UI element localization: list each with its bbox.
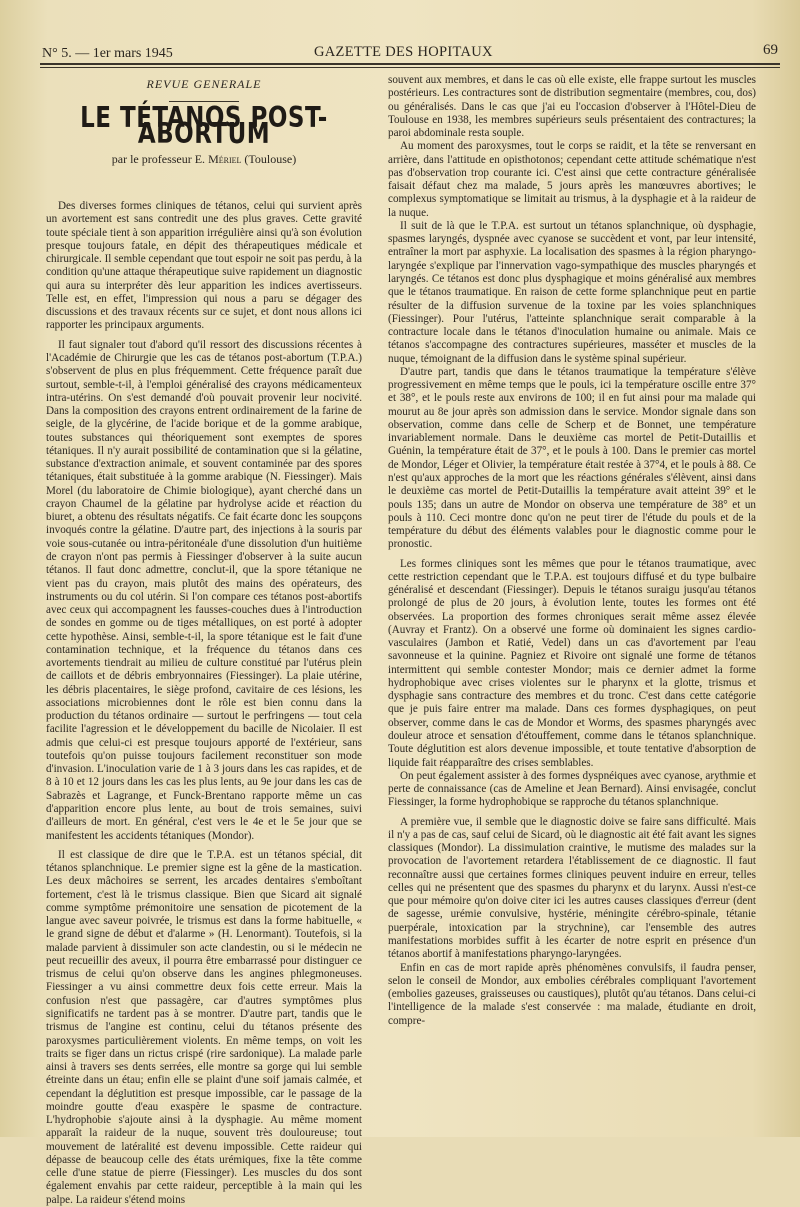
left-column [46, 76, 362, 1207]
journal-title: GAZETTE DES HOPITAUX [314, 44, 493, 60]
page-number: 69 [763, 42, 778, 58]
right-column [388, 74, 756, 1028]
section-heading: REVUE GENERALE [146, 77, 262, 91]
article-author [46, 153, 362, 166]
paragraph: Les formes cliniques sont les mêmes que pour le tétanos traumatique, avec cette restriction cependant que le T.P.A. est toujours diffusé et du type bulbaire généralisé et descendant (Fiessinger). Depuis le tétanos suraigu jusqu'au tétanos prolongé de plus de 20 jours, à évolution lente, toutes les formes ont été observées. La proportion des formes chroniques serait même assez élevée (Auvray et Frantz). On a observé une forme où dominaient les signes cardio-vasculaires (Jambon et Ratié, Vedel) dans un cas d'avortement par l'eau savonneuse et la quinine. Pagniez et Rivoire ont signalé une forme de tétanos intermittent qui semble contester Mondor; mais ce dernier admet la forme hydrophobique avec crises violentes sur le pharynx et la glotte, trismus et dysphagie sans contracture des membres et du tronc. C'est dans cette catégorie que je puis faire entrer ma malade. Dans ces formes dysphagiques, on peut observer, comme dans le cas de Mondor et Worms, des spasmes pharyngés avec douleur atroce et sensation d'étouffement, comme dans le tétanos splanchnique. Toute déglutition est alors devenue impossible, et toute tentative d'absorption de liquide fait réapparaître des crises semblables. [388, 557, 756, 769]
header-rule-thin [40, 67, 780, 68]
paragraph: souvent aux membres, et dans le cas où elle existe, elle frappe surtout les muscles postérieurs. Les contractures sont de distribution segmentaire (membres, cou, dos) ou généralisés. Dans le cas que j'ai eu l'occasion d'observer à l'Hôtel-Dieu de Toulouse en 1938, les membres supérieurs seuls présentaient des contractures; la paroi abdominale resta souple. [388, 74, 756, 140]
paragraph: Il est classique de dire que le T.P.A. est un tétanos spécial, dit tétanos splanchnique. Le premier signe est la gêne de la mastication. Les deux mâchoires se serrent, les arcades dentaires s'emboîtant fortement, c'est là le trismus classique. Bien que Sicard ait signalé comme symptôme prémonitoire une sensation de picotement de la langue avec saveur poivrée, le trismus est dans la forme habituelle, « le grand signe de début et d'alarme » (H. Lenormant). Toutefois, si la malade parvient à dissimuler son acte clandestin, ou si le médecin ne peut recueillir des aveux, il pourra être embarrassé pour distinguer ce trismus de celui qu'on observe dans les angines phlegmoneuses. Fiessinger a vu ainsi commettre deux fois cette erreur. Mais la confusion n'est que passagère, car d'autres symptômes plus significatifs ne tardent pas à se montrer. D'autre part, tandis que le trismus de l'angine est continu, celui du tétanos présente des paroxysmes particulièrement violents. En même temps, on voit les traits se figer dans un rictus crispé (rire sardonique). La malade parle ainsi à travers ses dents serrées, elle montre sa gorge qui lui semble étreinte dans un étau; enfin elle se plaint d'une soif jamais calmée, et cependant la déglutition est presque impossible, car le passage de la moindre goutte d'eau exaspère le spasme de contracture. L'hydrophobie s'ajoute ainsi à la dysphagie. Au même moment apparaît la raideur de la nuque, souvent très douloureuse; tout mouvement de latéralité est devenu impossible. Cette raideur qui dépasse de beaucoup celle des états urémiques, fixe la tête comme celle d'une statue de pierre (Fiessinger). Les muscles du dos sont également envahis par cette raideur, perceptible à la main qui les palpe. La raideur s'étend moins [46, 848, 362, 1206]
author-prefix: par le professeur E. [111, 151, 206, 166]
paragraph: A première vue, il semble que le diagnostic doive se faire sans difficulté. Mais il n'y a pas de cas, sauf celui de Sicard, où le diagnostic ait été fait avant les signes classiques (Mondor). La dissimulation craintive, le mutisme des malades sur la provocation de l'avortement retardera l'établissement de ce diagnostic. Il faut reconnaître aussi que certaines formes cliniques peuvent induire en erreur, telles celles qui ne présentent que des spasmes du pharynx et du larynx. Aussi n'est-ce que pour mémoire qu'on doive citer ici les autres causes classiques d'erreur (dent de sagesse, urémie convulsive, hystérie, méningite cérébro-spinale, tétanie puerpérale, intoxication par la strychnine), car l'ensemble des autres manifestations morbides suffit à les écarter de notre esprit en présence d'un tétanos abortif à manifestations pharyngo-laryngées. [388, 815, 756, 961]
issue-date: N° 5. — 1er mars 1945 [42, 46, 173, 61]
page-header [42, 44, 778, 64]
author-name: Mériel [208, 151, 242, 166]
header-rule [40, 63, 780, 65]
paragraph: Enfin en cas de mort rapide après phénomènes convulsifs, il faudra penser, selon le conseil de Mondor, aux embolies cérébrales compliquant l'avortement (embolies gazeuses, graisseuses ou caustiques), plutôt qu'au tétanos. Dans celui-ci l'intelligence de la malade s'est conservée : ma malade, étudiante en droit, compre- [388, 961, 756, 1027]
author-affiliation: (Toulouse) [244, 151, 297, 166]
paragraph: Au moment des paroxysmes, tout le corps se raidit, et la tête se renversant en arrière, dans l'attitude en opisthotonos; cependant cette attitude schématique n'est pas d'observation trop courante ici. C'est ainsi que cette contracture généralisée faisait défaut chez ma malade, 5 jours après les manœuvres abortives; le complexus symptomatique se limitait au trismus, à la dysphagie et à la raideur de la nuque. [388, 140, 756, 219]
paragraph: Il faut signaler tout d'abord qu'il ressort des discussions récentes à l'Académie de Chirurgie que les cas de tétanos post-abortum (T.P.A.) s'observent de plus en plus fréquemment. Cette fréquence paraît due surtout, semble-t-il, à l'emploi généralisé des crayons médicamenteux intra-utérins. On s'est demandé d'où pouvait provenir leur nocivité. Dans la composition des crayons entrent ordinairement de la farine de seigle, de la glycérine, de l'acide borique et de la gomme arabique, toutes substances qui théoriquement sont exemptes de spores tétaniques. Il n'y aurait possibilité de contamination que si la gélatine, substance d'extraction animale, et souvent contaminée par des spores tétaniques, était substituée à la gomme arabique (N. Fiessinger). Mais Morel (du laboratoire de Chimie biologique), ayant cherché dans un crayon Chaumel de la gélatine par hydrolyse acide et réaction du biuret, a obtenu des résultats négatifs. Ce fait écarte donc les soupçons invoqués contre la gélatine. D'autre part, des injections à la souris par voie sous-cutanée ou intra-péritonéale d'une dissolution d'un huitième de crayon n'ont pas permis à Fiessinger d'observer à la suite aucun tétanos. Il faut donc admettre, conclut-il, que la spore tétanique ne vient pas du crayon, mais plutôt des mains des opérateurs, des instruments ou du col utérin. Si l'on compare ces tétanos post-abortifs avec ceux qui accompagnent les fausses-couches dues à l'introduction de sondes en gomme ou de tiges métalliques, on est porté à adopter cette hypothèse. Ainsi, semble-t-il, la spore tétanique est le fait d'une contamination technique, et la fréquence du tétanos dans ces avortements tiendrait au milieu de culture constitué par l'utérus plein de caillots et de débris embryonnaires (Fiessinger). La plaie utérine, les débris placentaires, le siège profond, cavitaire de ces lésions, les associations microbiennes dont le rôle est bien connu dans la production du tétanos ordinaire — surtout le perfringens — tout cela facilite l'agression et le développement du bacille de Nicolaier. Il est admis que celui-ci est presque toujours apporté de l'extérieur, sans toutefois qu'on puisse toujours facilement reconstituer son mode d'invasion. L'inoculation varie de 1 à 3 jours dans les cas rapides, et de 8 à 10 et 12 jours dans les cas les plus lents, au 9e jour dans les cas de Sabrazès et Lagrange, et Funck-Brentano rapporte même un cas d'apparition encore plus lente, au bout de trois semaines, suivi d'ailleurs de mort. En général, c'est vers le 4e et le 5e jour que se manifestent les accidents tétaniques (Mondor). [46, 338, 362, 842]
article-title: LE TÉTANOS POST-ABORTUM [80, 102, 328, 152]
paragraph: D'autre part, tandis que dans le tétanos traumatique la température s'élève progressivement en même temps que le pouls, ici la température oscille entre 37° et 38°, et le pouls reste aux environs de 100; il en fut ainsi pour ma malade qui mourut au 8e jour après son admission dans le service. Mondor signale dans son observation, comme dans celle de Scherp et de Bonnet, une température invariablement normale. Dans le deuxième cas mortel de Petit-Dutaillis et Guénin, la température était de 37°, et le pouls à 100. Dans le premier cas mortel de Mondor, Léger et Olivier, la température était restée à 37°4, et le pouls à 88. Ce n'est qu'aux approches de la mort que les réactions générales s'élèvent, ainsi dans le deuxième cas mortel de Petit-Dutaillis la température avait atteint 39° et le pouls 135; dans un autre de Mondor on observa une température de 38° et un pouls à 110. Ceci montre donc qu'on ne peut tirer de l'étude du pouls et de la température du début des éléments valables pour le diagnostic comme pour le pronostic. [388, 365, 756, 551]
paragraph: On peut également assister à des formes dyspnéiques avec cyanose, arythmie et perte de connaissance (cas de Ameline et Jean Bernard). Ainsi envisagée, conclut Fiessinger, la forme hydrophobique se rapproche du tétanos splanchnique. [388, 769, 756, 809]
paragraph: Des diverses formes cliniques de tétanos, celui qui survient après un avortement est sans contredit une des plus graves. Cette gravité toute spéciale tient à son apparition irrégulière ainsi qu'à son évolution presque toujours fatale, en dépit des thérapeutiques médicale et chirurgicale. Il semble cependant que tout espoir ne soit pas perdu, à la condition qu'une attaque thérapeutique suive rapidement un diagnostic qui aura su interpréter dès leur apparition les indices avertisseurs. Telle est, en effet, l'impression qui nous a paru se dégager des discussions et des travaux récents sur ce sujet, et dont nous allons ici rapporter les principaux arguments. [46, 200, 362, 332]
paragraph: Il suit de là que le T.P.A. est surtout un tétanos splanchnique, où dysphagie, spasmes laryngés, dyspnée avec cyanose se succèdent et vont, par leur intensité, entraîner la mort par asphyxie. La localisation des spasmes à la région pharyngo-laryngée s'explique par l'innervation vago-sympathique des muscles pharyngés et laryngés. Ce tétanos est donc plus dysphagique et moins généralisé aux membres que le tétanos traumatique. En raison de cette forme splanchnique peut en partie résulter de la diffusion survenue de la toxine par les voies splanchniques (Fiessinger). Pour l'utérus, l'atteinte splanchnique serait comparable à la contracture locale dans le tétanos d'inoculation humaine ou animale. Mais ce tétanos s'accompagne des contractures supérieures, masséter et muscles de la nuque, témoignant de la diffusion dans le système spinal supérieur. [388, 219, 756, 365]
